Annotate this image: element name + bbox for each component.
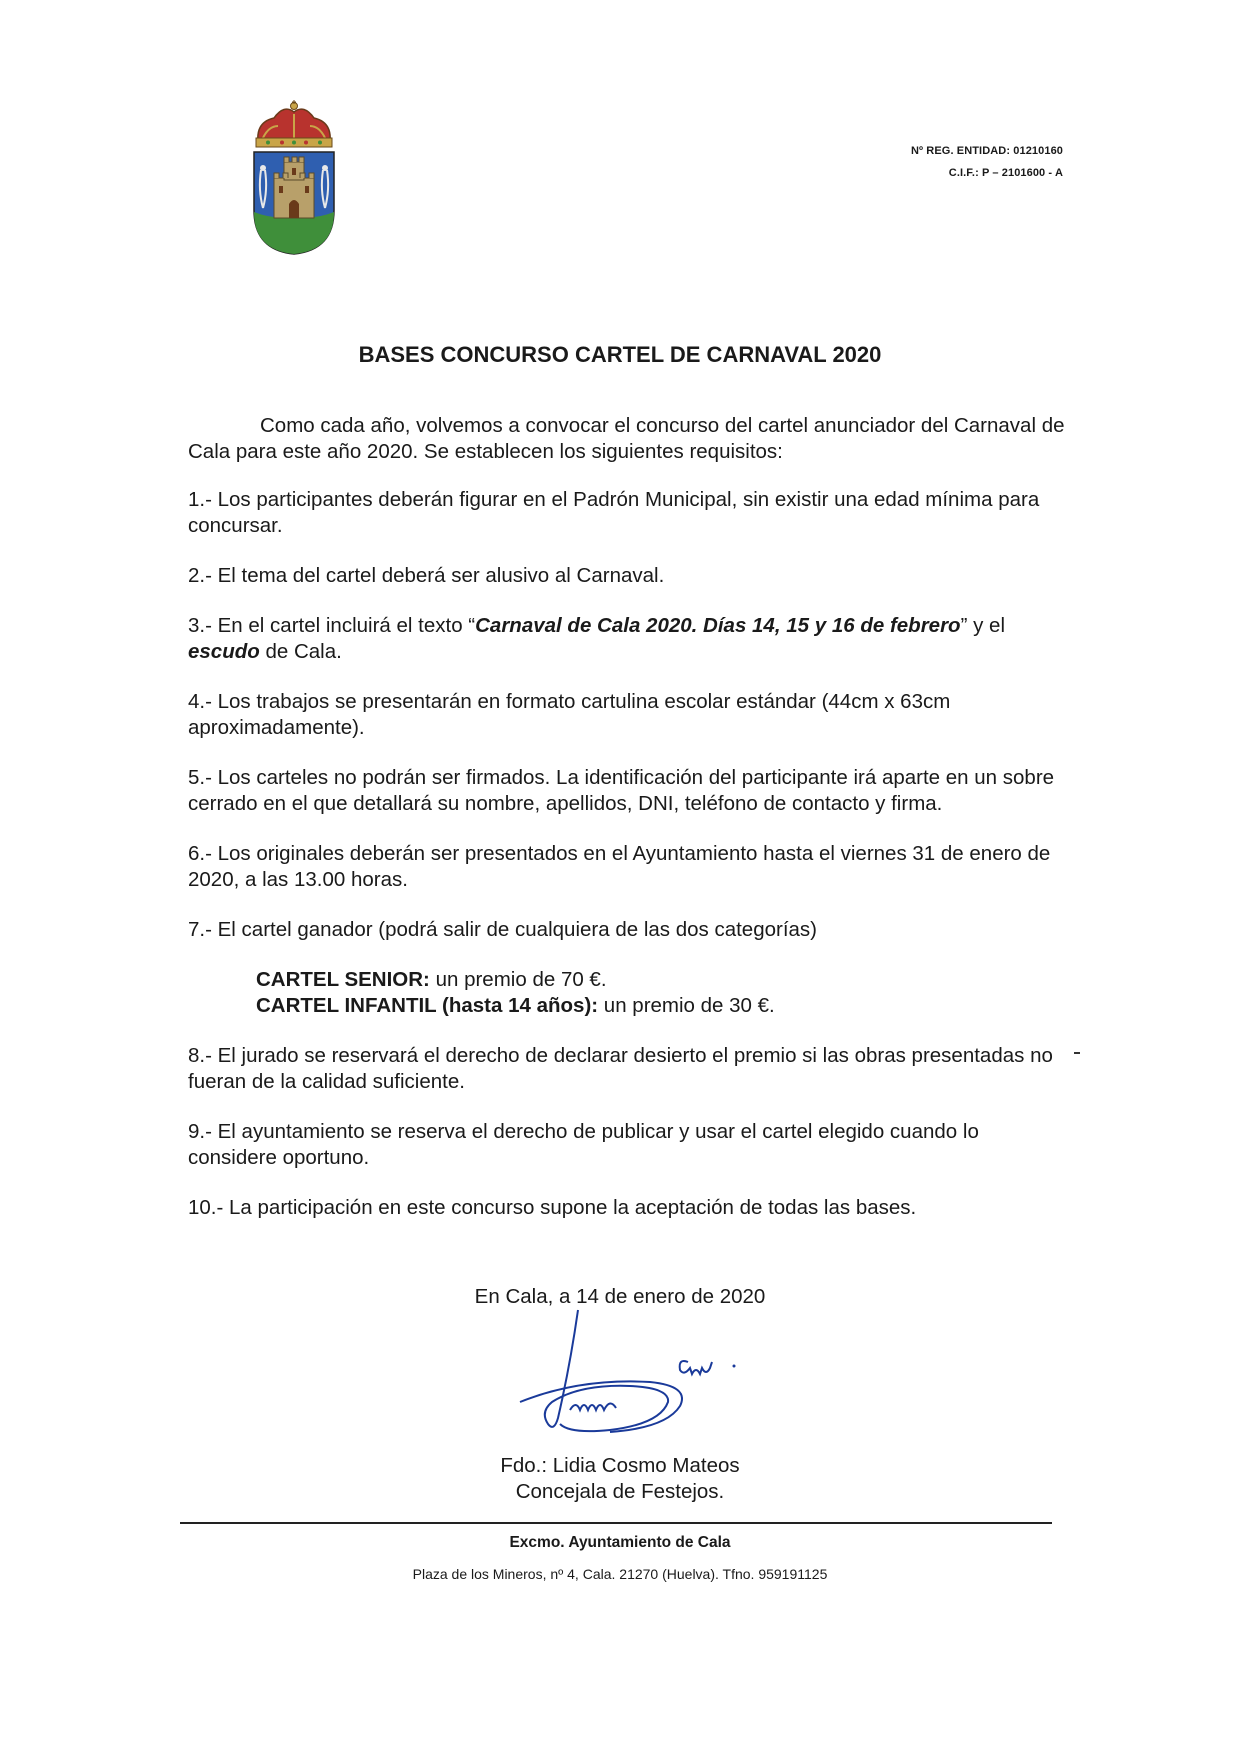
prize-senior bbox=[256, 967, 1068, 993]
signatory-name: Fdo.: Lidia Cosmo Mateos bbox=[500, 1454, 740, 1477]
document-title: BASES CONCURSO CARTEL DE CARNAVAL 2020 bbox=[358, 342, 882, 367]
rule-7: 7.- El cartel ganador (podrá salir de cualquiera de las dos categorías) bbox=[188, 918, 818, 941]
signatory-role: Concejala de Festejos. bbox=[515, 1480, 725, 1503]
rule-10: 10.- La participación en este concurso supone la aceptación de todas las bases. bbox=[188, 1196, 917, 1219]
registry-entity-number: Nº REG. ENTIDAD: 01210160 bbox=[910, 145, 1063, 157]
prize-infantil-amount: un premio de 30 €. bbox=[598, 994, 775, 1017]
scan-speck bbox=[1074, 1052, 1080, 1054]
footer-institution: Excmo. Ayuntamiento de Cala bbox=[509, 1534, 731, 1551]
registry-info bbox=[911, 140, 1063, 184]
document-body bbox=[188, 413, 1068, 1245]
signatory-block bbox=[0, 1453, 1240, 1505]
rule-3-middle: ” y el bbox=[960, 614, 1006, 637]
footer-address: Plaza de los Mineros, nº 4, Cala. 21270 (Huelva). Tfno. 959191125 bbox=[412, 1566, 828, 1582]
footer-divider bbox=[180, 1522, 1052, 1524]
intro-paragraph: Como cada año, volvemos a convocar el concurso del cartel anunciador del Carnaval de Cala para este año 2020. Se establecen los siguientes requisitos: bbox=[188, 414, 1065, 463]
registry-cif: C.I.F.: P – 2101600 - A bbox=[948, 167, 1063, 179]
rule-3-prefix: 3.- En el cartel incluirá el texto “ bbox=[188, 614, 476, 637]
handwritten-signature bbox=[500, 1306, 760, 1446]
rule-8: 8.- El jurado se reservará el derecho de declarar desierto el premio si las obras presentadas no fueran de la calidad suficiente. bbox=[188, 1044, 1053, 1093]
crown-icon bbox=[256, 100, 332, 147]
prize-list bbox=[188, 967, 1068, 1019]
rule-3-suffix: de Cala. bbox=[259, 640, 342, 663]
rule-3-escudo: escudo bbox=[188, 640, 260, 663]
prize-infantil bbox=[256, 993, 1068, 1019]
place-and-date: En Cala, a 14 de enero de 2020 bbox=[474, 1285, 766, 1308]
prize-senior-amount: un premio de 70 €. bbox=[429, 968, 607, 991]
rule-2: 2.- El tema del cartel deberá ser alusivo al Carnaval. bbox=[188, 564, 665, 587]
rule-9: 9.- El ayuntamiento se reserva el derecho de publicar y usar el cartel elegido cuando lo considere oportuno. bbox=[188, 1120, 979, 1169]
rule-1: 1.- Los participantes deberán figurar en el Padrón Municipal, sin existir una edad mínima para concursar. bbox=[188, 488, 1040, 537]
prize-senior-category: CARTEL SENIOR: bbox=[256, 968, 430, 991]
coat-of-arms-emblem bbox=[248, 100, 340, 256]
rule-4: 4.- Los trabajos se presentarán en formato cartulina escolar estándar (44cm x 63cm aproximadamente). bbox=[188, 690, 951, 739]
prize-infantil-category: CARTEL INFANTIL (hasta 14 años): bbox=[256, 994, 599, 1017]
rule-6: 6.- Los originales deberán ser presentados en el Ayuntamiento hasta el viernes 31 de enero de 2020, a las 13.00 horas. bbox=[188, 842, 1051, 891]
rule-3 bbox=[188, 613, 1068, 665]
rule-5: 5.- Los carteles no podrán ser firmados. La identificación del participante irá aparte en un sobre cerrado en el que detallará su nombre, apellidos, DNI, teléfono de contacto y firma. bbox=[188, 766, 1055, 815]
shield-icon bbox=[254, 152, 334, 254]
rule-3-quoted-text: Carnaval de Cala 2020. Días 14, 15 y 16 de febrero bbox=[475, 614, 961, 637]
